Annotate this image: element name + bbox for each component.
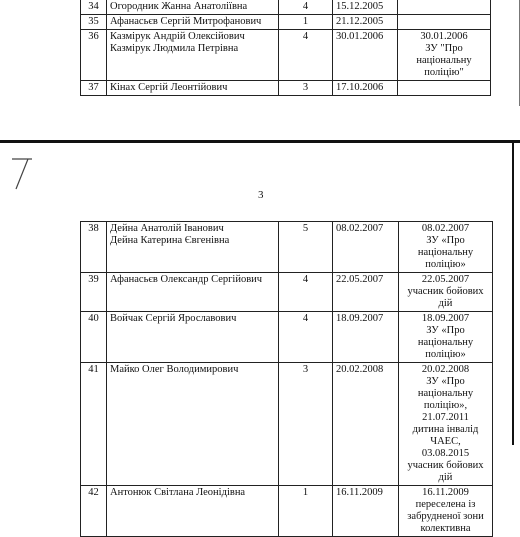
person-name-line: Афанасьєв Сергій Митрофанович xyxy=(110,16,262,27)
family-count: 3 xyxy=(279,363,333,486)
person-name xyxy=(107,363,279,486)
person-name-line: Огородник Жанна Анатоліївна xyxy=(110,1,248,12)
row-number: 34 xyxy=(81,0,107,15)
row-note-line: учасник бойових дій xyxy=(407,460,484,483)
table-row xyxy=(81,486,493,537)
row-number: 41 xyxy=(81,363,107,486)
family-count: 5 xyxy=(279,222,333,273)
row-note-line: 21.07.2011 xyxy=(422,412,469,423)
row-note-line: поліцію» xyxy=(425,349,466,360)
person-name xyxy=(107,486,279,537)
family-count: 3 xyxy=(279,81,333,96)
row-number: 35 xyxy=(81,15,107,30)
document-page-top xyxy=(0,0,520,106)
row-note-line: 03.08.2015 xyxy=(421,448,470,459)
row-number: 39 xyxy=(81,273,107,312)
document-page-3 xyxy=(0,140,520,534)
registry-table-page1 xyxy=(80,0,491,96)
row-note-line: 30.01.2006 xyxy=(420,31,468,42)
row-number: 37 xyxy=(81,81,107,96)
row-note xyxy=(399,486,493,537)
person-name-line: Кінах Сергій Леонтійович xyxy=(110,82,228,93)
registration-date: 17.10.2006 xyxy=(333,81,398,96)
registration-date: 15.12.2005 xyxy=(333,0,398,15)
family-count: 4 xyxy=(279,0,333,15)
family-count: 1 xyxy=(279,15,333,30)
registration-date: 21.12.2005 xyxy=(333,15,398,30)
person-name xyxy=(107,15,279,30)
person-name-line: Войчак Сергій Ярославович xyxy=(110,313,237,324)
family-count: 1 xyxy=(279,486,333,537)
row-note xyxy=(399,273,493,312)
row-note-line: ЗУ «Про національну xyxy=(417,325,474,348)
row-number: 38 xyxy=(81,222,107,273)
person-name xyxy=(107,30,279,81)
person-name xyxy=(107,81,279,96)
pen-mark-icon xyxy=(8,153,38,193)
table-row xyxy=(81,15,491,30)
person-name-line: Дейна Катерина Євгенівна xyxy=(110,235,230,246)
page-edge xyxy=(512,143,514,445)
row-note xyxy=(398,15,491,30)
row-note xyxy=(398,30,491,81)
table-row xyxy=(81,312,493,363)
table-row xyxy=(81,363,493,486)
person-name-line: Дейна Анатолій Іванович xyxy=(110,223,224,234)
page-number: 3 xyxy=(258,189,264,201)
row-note-line: учасник бойових дій xyxy=(407,286,484,309)
person-name-line: Казмірук Андрій Олексійович xyxy=(110,31,245,42)
row-note xyxy=(399,222,493,273)
row-note-line: поліцію» xyxy=(425,259,466,270)
page-gap xyxy=(0,106,520,140)
family-count: 4 xyxy=(279,273,333,312)
row-number: 42 xyxy=(81,486,107,537)
person-name xyxy=(107,0,279,15)
person-name-line: Казмірук Людмила Петрівна xyxy=(110,43,239,54)
person-name xyxy=(107,273,279,312)
registration-date: 18.09.2007 xyxy=(333,312,399,363)
table-row xyxy=(81,0,491,15)
row-note-line: дитина інвалід ЧАЕС, xyxy=(412,424,479,447)
person-name-line: Майко Олег Володимирович xyxy=(110,364,239,375)
registration-date: 16.11.2009 xyxy=(333,486,399,537)
row-note-line: 18.09.2007 xyxy=(421,313,470,324)
family-count: 4 xyxy=(279,30,333,81)
row-note-line: 16.11.2009 xyxy=(422,487,469,498)
row-note-line: ЗУ «Про національну xyxy=(417,376,474,399)
row-note xyxy=(399,363,493,486)
table-row xyxy=(81,30,491,81)
registry-table-page2 xyxy=(80,221,493,537)
registration-date: 08.02.2007 xyxy=(333,222,399,273)
person-name xyxy=(107,312,279,363)
row-note-line: поліцію" xyxy=(424,67,464,78)
row-note xyxy=(398,81,491,96)
row-number: 40 xyxy=(81,312,107,363)
row-note xyxy=(398,0,491,15)
registration-date: 20.02.2008 xyxy=(333,363,399,486)
registry-table-body xyxy=(81,0,491,96)
row-note xyxy=(399,312,493,363)
row-note-line: забрудненої зони xyxy=(407,511,484,522)
row-note-line: поліцію», xyxy=(423,400,468,411)
row-note-line: ЗУ "Про національну xyxy=(416,43,472,66)
row-note-line: ЗУ «Про національну xyxy=(417,235,474,258)
row-note-line: 22.05.2007 xyxy=(421,274,470,285)
row-note-line: 08.02.2007 xyxy=(421,223,470,234)
row-note-line: переселена із xyxy=(415,499,476,510)
row-note-line: колективна xyxy=(420,523,471,534)
registry-table-body xyxy=(81,222,493,537)
family-count: 4 xyxy=(279,312,333,363)
person-name xyxy=(107,222,279,273)
registration-date: 22.05.2007 xyxy=(333,273,399,312)
row-note-line: 20.02.2008 xyxy=(421,364,470,375)
table-row xyxy=(81,81,491,96)
person-name-line: Антонюк Світлана Леонідівна xyxy=(110,487,246,498)
table-row xyxy=(81,222,493,273)
row-number: 36 xyxy=(81,30,107,81)
registration-date: 30.01.2006 xyxy=(333,30,398,81)
table-row xyxy=(81,273,493,312)
person-name-line: Афанасьєв Олександр Сергійович xyxy=(110,274,263,285)
